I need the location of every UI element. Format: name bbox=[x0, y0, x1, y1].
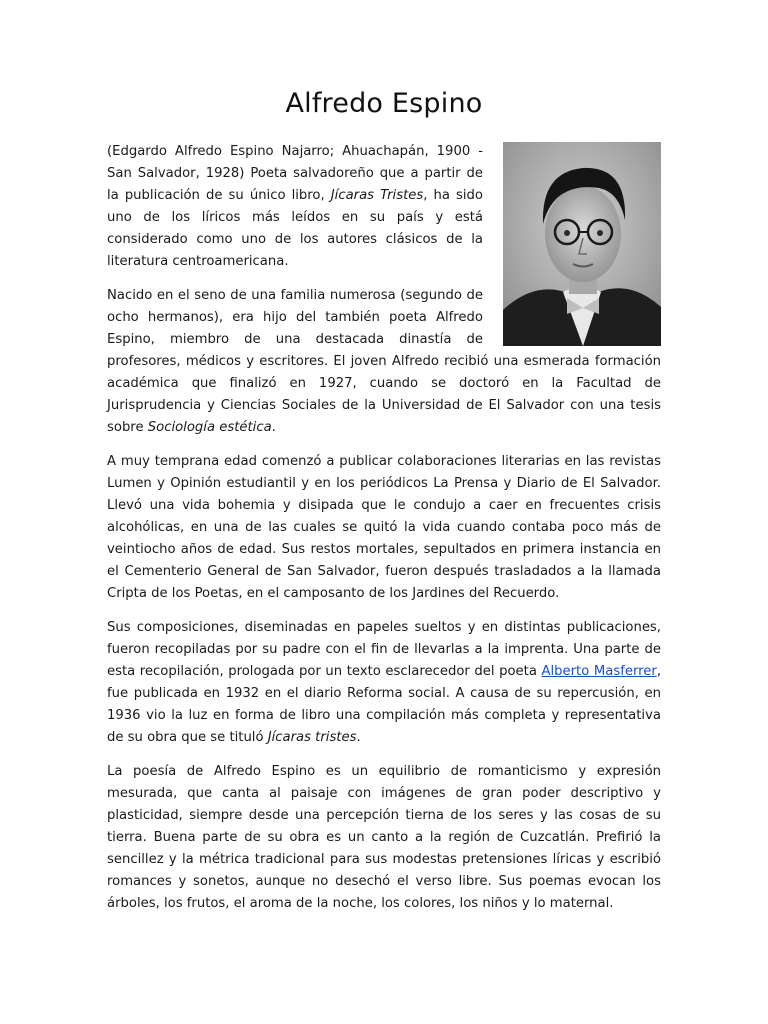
paragraph-text: Sus composiciones, diseminadas en papeles sueltos y en distintas publicaciones, fueron recopiladas por su padre con el fin de llevarlas a la imprenta. Una parte de esta recopilación, prologada por un texto esclarecedor del poeta bbox=[107, 620, 661, 679]
paragraph-text: . bbox=[356, 730, 361, 745]
portrait-photo bbox=[503, 142, 661, 346]
paragraph-text: (Edgardo Alfredo Espino Najarro; Ahuachapán, 1900 - San Salvador, 1928) Poeta salvadoreño que a partir de la publicación de su único libro, bbox=[107, 144, 483, 203]
paragraph-text: . bbox=[271, 420, 276, 435]
italic-title: Sociología estética bbox=[147, 420, 272, 435]
paragraph bbox=[107, 451, 661, 605]
document-body bbox=[107, 141, 661, 927]
italic-title: Jícaras tristes bbox=[267, 730, 357, 745]
paragraph-text: Nacido en el seno de una familia numerosa (segundo de ocho hermanos), era hijo del también poeta Alfredo Espino, miembro de una destacada dinastía de profesores, médicos y escritores. El joven Alfredo recibió una esmerada formación académica que finalizó en 1927, cuando se doctoró en la Facultad de Jurisprudencia y Ciencias Sociales de la Universidad de El Salvador con una tesis sobre bbox=[107, 288, 661, 435]
paragraph-text: , fue publicada en 1932 en el diario Reforma social. A causa de su repercusión, en 1936 vio la luz en forma de libro una compilación más completa y representativa de su obra que se tituló bbox=[107, 664, 662, 745]
paragraph-text: , ha sido uno de los líricos más leídos en su país y está considerado como uno de los autores clásicos de la literatura centroamericana. bbox=[107, 188, 483, 269]
page-title: Alfredo Espino bbox=[285, 88, 483, 119]
paragraph bbox=[107, 617, 661, 749]
paragraph-text: La poesía de Alfredo Espino es un equilibrio de romanticismo y expresión mesurada, que canta al paisaje con imágenes de gran poder descriptivo y plasticidad, siempre desde una percepción tierna de los seres y las cosas de su tierra. Buena parte de su obra es un canto a la región de Cuzcatlán. Prefirió la sencillez y la métrica tradicional para sus modestas pretensiones líricas y escribió romances y sonetos, aunque no desechó el verso libre. Sus poemas evocan los árboles, los frutos, el aroma de la noche, los colores, los niños y lo maternal. bbox=[107, 764, 661, 911]
italic-title: Jícaras Tristes bbox=[330, 188, 424, 203]
paragraph-text: A muy temprana edad comenzó a publicar colaboraciones literarias en las revistas Lumen y Opinión estudiantil y en los periódicos La Prensa y Diario de El Salvador. Llevó una vida bohemia y disipada que le condujo a caer en frecuentes crisis alcohólicas, en una de las cuales se quitó la vida cuando contaba poco más de veintiocho años de edad. Sus restos mortales, sepultados en primera instancia en el Cementerio General de San Salvador, fueron después trasladados a la llamada Cripta de los Poetas, en el camposanto de los Jardines del Recuerdo. bbox=[107, 454, 661, 601]
author-portrait bbox=[503, 142, 661, 346]
author-link[interactable]: Alberto Masferrer bbox=[541, 664, 657, 679]
paragraph bbox=[107, 761, 661, 915]
